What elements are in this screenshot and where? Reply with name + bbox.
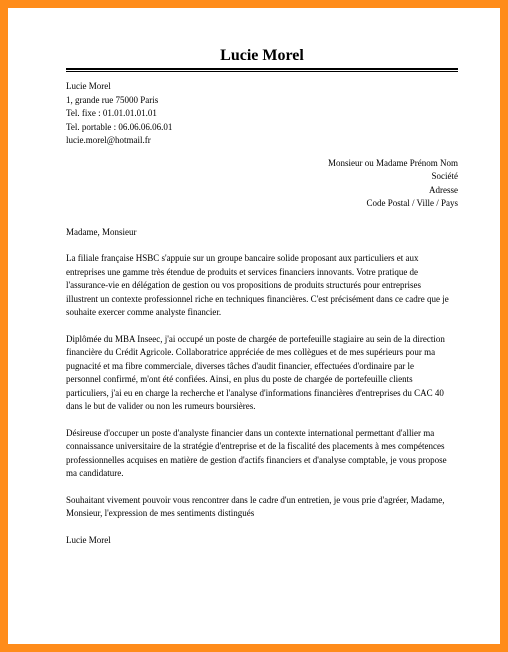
sender-email: lucie.morel@hotmail.fr xyxy=(66,135,151,145)
paragraph-line: professionnelles acquises en matière de gestion d'actifs financiers et d'analyse comptable, je vous propose xyxy=(66,454,447,465)
greeting: Madame, Monsieur xyxy=(66,226,137,237)
paragraph-line: l'assurance-vie en délégation de gestion ou vos propositions de produits structurés pour entreprises xyxy=(66,280,422,290)
paragraph-line: La filiale française HSBC s'appuie sur un groupe bancaire solide proposant aux particuliers et aux xyxy=(66,253,419,263)
recipient-address: Adresse xyxy=(429,184,458,195)
paragraph-line: dans le but de valider ou non les rumeurs boursières. xyxy=(66,401,256,411)
paragraph-line: personnel confirmé, m'ont été confiées. Ainsi, en plus du poste de chargée de portefeuille clients xyxy=(66,374,413,384)
letter-page xyxy=(66,46,458,547)
paragraph-line: Monsieur, l'expression de mes sentiments distingués xyxy=(66,508,255,518)
paragraph-line: pugnacité et ma fibre commerciale, diverses tâches d'audit financier, effectuées d'ordinaire par le xyxy=(66,360,415,371)
paragraph-line: connaissance universitaire de la stratégie d'entreprise et de la fiscalité des placements à mes compétences xyxy=(66,441,445,451)
paragraph-line: Diplômée du MBA Inseec, j'ai occupé un poste de chargée de portefeuille stagiaire au sein de la direction xyxy=(66,333,445,344)
signature: Lucie Morel xyxy=(66,534,111,545)
recipient-name: Monsieur ou Madame Prénom Nom xyxy=(328,157,458,168)
paragraph-line: souhaite exercer comme analyste financier. xyxy=(66,307,222,317)
recipient-block xyxy=(66,157,458,211)
sender-block xyxy=(66,80,458,148)
sender-address: 1, grande rue 75000 Paris xyxy=(66,94,159,105)
letter-title: Lucie Morel xyxy=(220,47,304,64)
paragraph-line: particuliers, j'ai eu en charge la recherche et l'analyse d'informations financières d'entreprises du CAC 40 xyxy=(66,387,444,398)
paragraph-line: Souhaitant vivement pouvoir vous rencontrer dans le cadre d'un entretien, je vous prie d'agréer, Madame, xyxy=(66,494,445,505)
title-rule-thick xyxy=(66,68,458,70)
recipient-company: Société xyxy=(431,171,458,181)
sender-name: Lucie Morel xyxy=(66,81,111,91)
paragraph-motivation xyxy=(66,427,458,481)
paragraph-intro xyxy=(66,252,458,320)
paragraph-line: ma candidature. xyxy=(66,468,124,478)
paragraph-line: illustrent un contexte professionnel riche en techniques financières. C'est précisément dans ce cadre que je xyxy=(66,293,449,304)
sender-phone: Tel. fixe : 01.01.01.01.01 xyxy=(66,108,157,118)
paragraph-closing xyxy=(66,494,458,521)
paragraph-line: entreprises une gamme très étendue de produits et services financiers innovants. Votre pratique de xyxy=(66,266,419,277)
recipient-city: Code Postal / Ville / Pays xyxy=(366,198,458,208)
paragraph-line: Désireuse d'occuper un poste d'analyste financier dans un contexte international permettant d'allier ma xyxy=(66,427,435,438)
title-rule-thin xyxy=(66,71,458,72)
paragraph-experience xyxy=(66,333,458,414)
sender-mobile: Tel. portable : 06.06.06.06.01 xyxy=(66,121,173,132)
paragraph-line: financière du Crédit Agricole. Collaboratrice appréciée de mes collègues et de mes supérieurs pour ma xyxy=(66,347,436,357)
